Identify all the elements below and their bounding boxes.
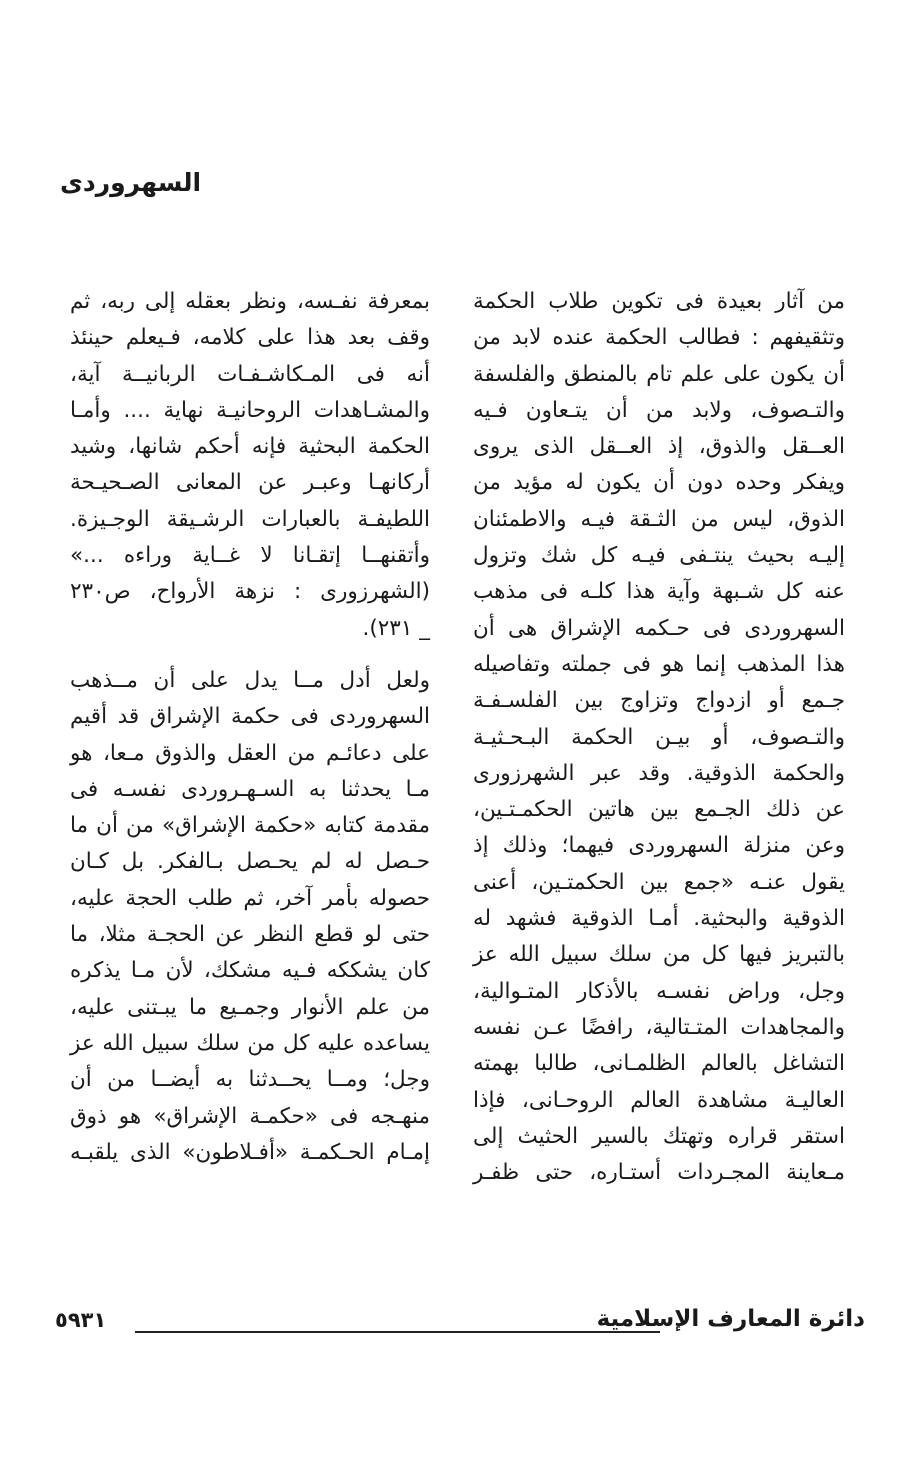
text-line: إمـام الحـكمـة «أفـلاطون» الذى يلقبـه	[70, 1139, 430, 1165]
text-line: وجل؛ ومــا يحــدثنا به أيضــا من أن	[70, 1067, 430, 1093]
text-line: يساعده عليه كل من سلك سبيل الله عز	[70, 1030, 430, 1056]
text-line: وتثقيفهم : فطالب الحكمة عنده لابد من	[473, 325, 845, 351]
text-line: منهـجه فى «حكمـة الإشراق» هو ذوق	[70, 1103, 430, 1129]
text-line: والمشـاهدات الروحانيـة نهاية .... وأمـا	[70, 397, 430, 423]
text-line: والتـصوف، أو بيـن الحكمة البـحـثيـة	[473, 724, 845, 750]
text-line: يقول عنـه «جمع بين الحكمتـين، أعنى	[473, 869, 845, 895]
left-column-paragraph-2	[70, 663, 430, 1171]
text-line: التشاغل بالعالم الظلمـانى، طالبا بهمته	[473, 1051, 845, 1077]
text-line: وجل، وراض نفسـه بالأذكار المتـوالية،	[473, 978, 845, 1004]
text-line: وأتقنهــا إتقـانا لا غــاية وراءه ...»	[70, 543, 430, 569]
text-line: السهروردى فى حـكمه الإشراق هى أن	[473, 615, 845, 641]
text-line: حـصل له لم يحـصل بـالفكر. بل كـان	[70, 849, 430, 875]
left-column-paragraph-1	[70, 284, 430, 647]
text-line: _ ٢٣١).	[362, 615, 430, 641]
text-line: أنه فى المـكاشـفـات الربانيــة آية،	[70, 361, 430, 387]
text-line: وعن منزلة السهروردى فيهما؛ وذلك إذ	[473, 833, 845, 859]
text-line: جـمع أو ازدواج وتزاوج بين الفلسـفـة	[473, 688, 845, 714]
text-line: أركانهـا وعبـر عن المعانى الصـحيـحة	[70, 470, 430, 496]
text-line: العــقل والذوق، إذ العــقل الذى يروى	[473, 434, 845, 460]
footer-title: دائرة المعارف الإسلامية	[596, 1306, 865, 1332]
text-line: بالتبريز فيها كل من سلك سبيل الله عز	[473, 942, 845, 968]
text-line: إليـه بحيث ينتـفى فيـه كل شك وتزول	[473, 543, 845, 569]
running-title: السهروردى	[60, 168, 202, 197]
text-line: والحكمة الذوقية. وقد عبر الشهرزورى	[473, 760, 845, 786]
text-line: مـا يحدثنا به السـهـروردى نفسـه فى	[70, 776, 430, 802]
text-line: استقر قراره وتهتك بالسير الحثيث إلى	[473, 1123, 845, 1149]
text-line: من علم الأنوار وجمـيع ما يبـتنى عليه،	[70, 994, 430, 1020]
text-line: عن ذلك الجـمع بين هاتين الحكمـتـين،	[473, 797, 845, 823]
text-line: كان يشككه فـيه مشكك، لأن مـا يذكره	[70, 958, 430, 984]
page-footer	[55, 1306, 865, 1346]
text-line: هذا المذهب إنما هو فى جملته وتفاصيله	[473, 651, 845, 677]
text-line: ويفكر وحده دون أن يكون له مؤيد من	[473, 470, 845, 496]
text-line: الحكمة البحثية فإنه أحكم شانها، وشيد	[70, 434, 430, 460]
text-line: من آثار بعيدة فى تكوين طلاب الحكمة	[473, 289, 845, 314]
text-line: وقف بعد هذا على كلامه، فـيعلم حينئذ	[70, 325, 430, 351]
text-line: العاليـة مشاهدة العالم الروحـانى، فإذا	[473, 1087, 845, 1113]
text-line: مـعاينة المجـردات أستـاره، حتى ظفـر	[473, 1160, 845, 1186]
left-column	[70, 284, 430, 1171]
text-line: بمعرفة نفـسه، ونظر بعقله إلى ربه، ثم	[70, 289, 430, 314]
page-number: ٥٩٣١	[55, 1308, 107, 1332]
text-line: اللطيفـة بالعبارات الرشـيقة الوجـيزة.	[70, 506, 430, 532]
text-line: مقدمة كتابه «حكمة الإشراق» من أن ما	[70, 813, 430, 839]
text-line: حصوله بأمر آخر، ثم طلب الحجة عليه،	[70, 885, 430, 911]
text-line: عنه كل شـبهة وآية هذا كلـه فى مذهب	[473, 579, 845, 605]
text-line: الذوق، ليس من الثـقة فيـه والاطمئنان	[473, 506, 845, 532]
footer-divider	[135, 1331, 660, 1333]
text-line: والتـصوف، ولابد من أن يتـعاون فـيه	[473, 397, 845, 423]
text-line: والمجاهدات المتـتالية، رافضًا عـن نفسه	[473, 1014, 845, 1040]
right-column	[473, 284, 845, 1191]
text-line: على دعائـم من العقل والذوق مـعا، هو	[70, 740, 430, 766]
text-line: حتى لو قطع النظر عن الحجـة مثلا، ما	[70, 922, 430, 948]
text-line: أن يكون على علم تام بالمنطق والفلسفة	[473, 361, 845, 387]
text-line: (الشهرزورى : نزهة الأرواح، ص٢٣٠	[70, 579, 430, 605]
text-line: ولعل أدل مــا يدل على أن مــذهب	[70, 667, 430, 693]
right-column-paragraph	[473, 284, 845, 1191]
text-line: السهروردى فى حكمة الإشراق قد أقيم	[70, 704, 430, 730]
text-line: الذوقية والبحثية. أمـا الذوقية فشهد له	[473, 906, 845, 932]
